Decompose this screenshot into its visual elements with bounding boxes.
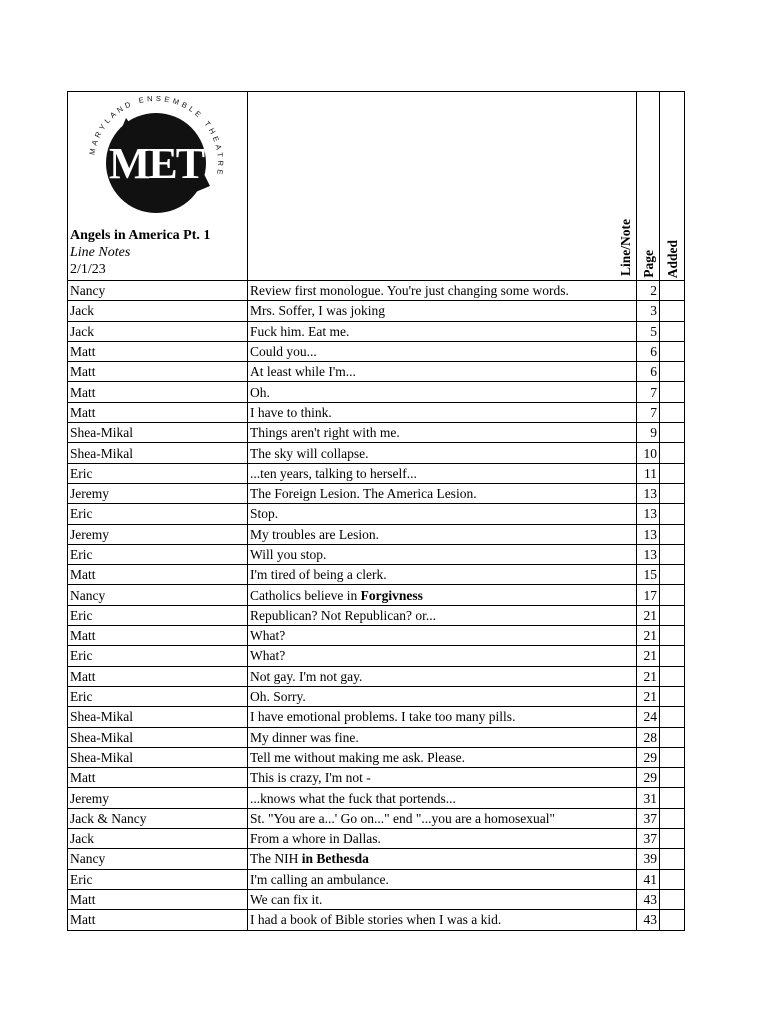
- actor-cell: Eric: [68, 605, 248, 625]
- added-cell: [660, 788, 685, 808]
- note-emphasis: in Bethesda: [301, 851, 369, 867]
- document-title: Angels in America Pt. 1: [70, 228, 211, 243]
- added-cell: [660, 849, 685, 869]
- note-cell: Fuck him. Eat me.: [248, 321, 637, 341]
- actor-cell: Matt: [68, 341, 248, 361]
- note-cell: What?: [248, 646, 637, 666]
- page-cell: 28: [637, 727, 660, 747]
- added-cell: [660, 504, 685, 524]
- page-cell: 13: [637, 524, 660, 544]
- actor-cell: Matt: [68, 768, 248, 788]
- note-cell: I'm calling an ambulance.: [248, 869, 637, 889]
- page-cell: 21: [637, 666, 660, 686]
- actor-cell: Eric: [68, 686, 248, 706]
- page-cell: 6: [637, 362, 660, 382]
- note-text: The NIH: [250, 851, 302, 867]
- page-cell: 6: [637, 341, 660, 361]
- actor-cell: Matt: [68, 362, 248, 382]
- note-cell: I have to think.: [248, 402, 637, 422]
- table-row: [68, 301, 685, 321]
- note-cell: I'm tired of being a clerk.: [248, 565, 637, 585]
- table-row: [68, 889, 685, 909]
- table-row: [68, 341, 685, 361]
- actor-cell: Shea-Mikal: [68, 443, 248, 463]
- actor-cell: Matt: [68, 402, 248, 422]
- page-cell: 21: [637, 686, 660, 706]
- note-cell: St. "You are a...' Go on..." end "...you are a homosexual": [248, 808, 637, 828]
- note-cell: [248, 585, 637, 605]
- page-cell: 37: [637, 808, 660, 828]
- table-row: [68, 626, 685, 646]
- table-row: [68, 788, 685, 808]
- page-cell: 43: [637, 910, 660, 930]
- actor-cell: Eric: [68, 504, 248, 524]
- actor-cell: Jeremy: [68, 788, 248, 808]
- note-cell: Oh. Sorry.: [248, 686, 637, 706]
- note-cell: Tell me without making me ask. Please.: [248, 747, 637, 767]
- added-cell: [660, 646, 685, 666]
- table-row: [68, 423, 685, 443]
- actor-cell: Nancy: [68, 585, 248, 605]
- added-cell: [660, 808, 685, 828]
- actor-cell: Eric: [68, 463, 248, 483]
- table-row: [68, 747, 685, 767]
- actor-cell: Jack: [68, 829, 248, 849]
- actor-cell: Shea-Mikal: [68, 423, 248, 443]
- actor-cell: Jack: [68, 321, 248, 341]
- header-row: [68, 92, 685, 281]
- added-cell: [660, 382, 685, 402]
- table-row: [68, 524, 685, 544]
- added-cell: [660, 727, 685, 747]
- page-cell: 31: [637, 788, 660, 808]
- header-added-cell: [660, 92, 685, 281]
- table-row: [68, 483, 685, 503]
- page-cell: 37: [637, 829, 660, 849]
- page-cell: 10: [637, 443, 660, 463]
- table-row: [68, 382, 685, 402]
- actor-cell: Matt: [68, 889, 248, 909]
- added-cell: [660, 544, 685, 564]
- note-cell: My troubles are Lesion.: [248, 524, 637, 544]
- table-row: [68, 402, 685, 422]
- page-cell: 21: [637, 646, 660, 666]
- added-cell: [660, 605, 685, 625]
- actor-cell: Shea-Mikal: [68, 707, 248, 727]
- page-cell: 13: [637, 504, 660, 524]
- page-cell: 21: [637, 626, 660, 646]
- added-cell: [660, 829, 685, 849]
- note-cell: At least while I'm...: [248, 362, 637, 382]
- page-cell: 39: [637, 849, 660, 869]
- note-cell: [248, 849, 637, 869]
- note-cell: Things aren't right with me.: [248, 423, 637, 443]
- table-row: [68, 585, 685, 605]
- added-cell: [660, 910, 685, 930]
- table-row: [68, 707, 685, 727]
- page-cell: 21: [637, 605, 660, 625]
- table-row: [68, 544, 685, 564]
- logo-ring-text: MARYLAND ENSEMBLE THEATRE: [87, 96, 226, 179]
- actor-cell: Nancy: [68, 281, 248, 301]
- actor-cell: Eric: [68, 544, 248, 564]
- added-cell: [660, 281, 685, 301]
- column-header-added: Added: [664, 239, 680, 278]
- added-cell: [660, 423, 685, 443]
- actor-cell: Eric: [68, 869, 248, 889]
- table-row: [68, 504, 685, 524]
- table-row: [68, 910, 685, 930]
- note-cell: We can fix it.: [248, 889, 637, 909]
- page-cell: 7: [637, 402, 660, 422]
- page-cell: 41: [637, 869, 660, 889]
- added-cell: [660, 585, 685, 605]
- added-cell: [660, 626, 685, 646]
- header-title-cell: [68, 92, 248, 281]
- met-logo: [86, 96, 226, 230]
- actor-cell: Matt: [68, 626, 248, 646]
- actor-cell: Shea-Mikal: [68, 727, 248, 747]
- actor-cell: Nancy: [68, 849, 248, 869]
- actor-cell: Matt: [68, 565, 248, 585]
- line-notes-table: [67, 91, 685, 931]
- page-cell: 43: [637, 889, 660, 909]
- table-row: [68, 727, 685, 747]
- table-row: [68, 808, 685, 828]
- header-page-cell: [637, 92, 660, 281]
- page-cell: 3: [637, 301, 660, 321]
- column-header-page: Page: [640, 250, 656, 278]
- actor-cell: Shea-Mikal: [68, 747, 248, 767]
- page-cell: 2: [637, 281, 660, 301]
- table-row: [68, 869, 685, 889]
- table-row: [68, 829, 685, 849]
- page-cell: 9: [637, 423, 660, 443]
- added-cell: [660, 321, 685, 341]
- note-cell: Oh.: [248, 382, 637, 402]
- added-cell: [660, 402, 685, 422]
- note-cell: Will you stop.: [248, 544, 637, 564]
- note-cell: Could you...: [248, 341, 637, 361]
- table-row: [68, 666, 685, 686]
- added-cell: [660, 666, 685, 686]
- actor-cell: Jeremy: [68, 483, 248, 503]
- note-cell: ...ten years, talking to herself...: [248, 463, 637, 483]
- added-cell: [660, 707, 685, 727]
- note-cell: Mrs. Soffer, I was joking: [248, 301, 637, 321]
- page-cell: 13: [637, 483, 660, 503]
- table-row: [68, 281, 685, 301]
- added-cell: [660, 463, 685, 483]
- note-emphasis: Forgivness: [360, 587, 423, 603]
- added-cell: [660, 565, 685, 585]
- table-row: [68, 605, 685, 625]
- page-cell: 13: [637, 544, 660, 564]
- actor-cell: Matt: [68, 382, 248, 402]
- logo-text: MET: [108, 139, 204, 188]
- note-cell: I have emotional problems. I take too many pills.: [248, 707, 637, 727]
- actor-cell: Matt: [68, 666, 248, 686]
- table-row: [68, 463, 685, 483]
- added-cell: [660, 524, 685, 544]
- table-row: [68, 362, 685, 382]
- note-cell: I had a book of Bible stories when I was a kid.: [248, 910, 637, 930]
- added-cell: [660, 341, 685, 361]
- table-row: [68, 686, 685, 706]
- note-cell: Republican? Not Republican? or...: [248, 605, 637, 625]
- table-row: [68, 565, 685, 585]
- added-cell: [660, 362, 685, 382]
- added-cell: [660, 686, 685, 706]
- note-cell: Stop.: [248, 504, 637, 524]
- note-cell: Review first monologue. You're just changing some words.: [248, 281, 637, 301]
- header-note-cell: [248, 92, 637, 281]
- page-cell: 5: [637, 321, 660, 341]
- actor-cell: Jack: [68, 301, 248, 321]
- table-row: [68, 768, 685, 788]
- page-cell: 29: [637, 747, 660, 767]
- page-cell: 24: [637, 707, 660, 727]
- page-cell: 15: [637, 565, 660, 585]
- added-cell: [660, 768, 685, 788]
- note-cell: My dinner was fine.: [248, 727, 637, 747]
- page-cell: 17: [637, 585, 660, 605]
- note-cell: Not gay. I'm not gay.: [248, 666, 637, 686]
- page-cell: 7: [637, 382, 660, 402]
- note-cell: This is crazy, I'm not -: [248, 768, 637, 788]
- added-cell: [660, 483, 685, 503]
- actor-cell: Jack & Nancy: [68, 808, 248, 828]
- added-cell: [660, 889, 685, 909]
- note-cell: The Foreign Lesion. The America Lesion.: [248, 483, 637, 503]
- note-cell: What?: [248, 626, 637, 646]
- page-cell: 11: [637, 463, 660, 483]
- actor-cell: Eric: [68, 646, 248, 666]
- table-row: [68, 321, 685, 341]
- note-cell: From a whore in Dallas.: [248, 829, 637, 849]
- table-row: [68, 646, 685, 666]
- note-text: Catholics believe in: [250, 587, 361, 603]
- column-header-line-note: Line/Note: [618, 219, 633, 276]
- page-cell: 29: [637, 768, 660, 788]
- added-cell: [660, 301, 685, 321]
- document-date: 2/1/23: [70, 262, 106, 277]
- note-cell: ...knows what the fuck that portends...: [248, 788, 637, 808]
- added-cell: [660, 443, 685, 463]
- document-subtitle: Line Notes: [70, 245, 131, 260]
- table-row: [68, 443, 685, 463]
- added-cell: [660, 747, 685, 767]
- note-cell: The sky will collapse.: [248, 443, 637, 463]
- actor-cell: Jeremy: [68, 524, 248, 544]
- table-row: [68, 849, 685, 869]
- actor-cell: Matt: [68, 910, 248, 930]
- added-cell: [660, 869, 685, 889]
